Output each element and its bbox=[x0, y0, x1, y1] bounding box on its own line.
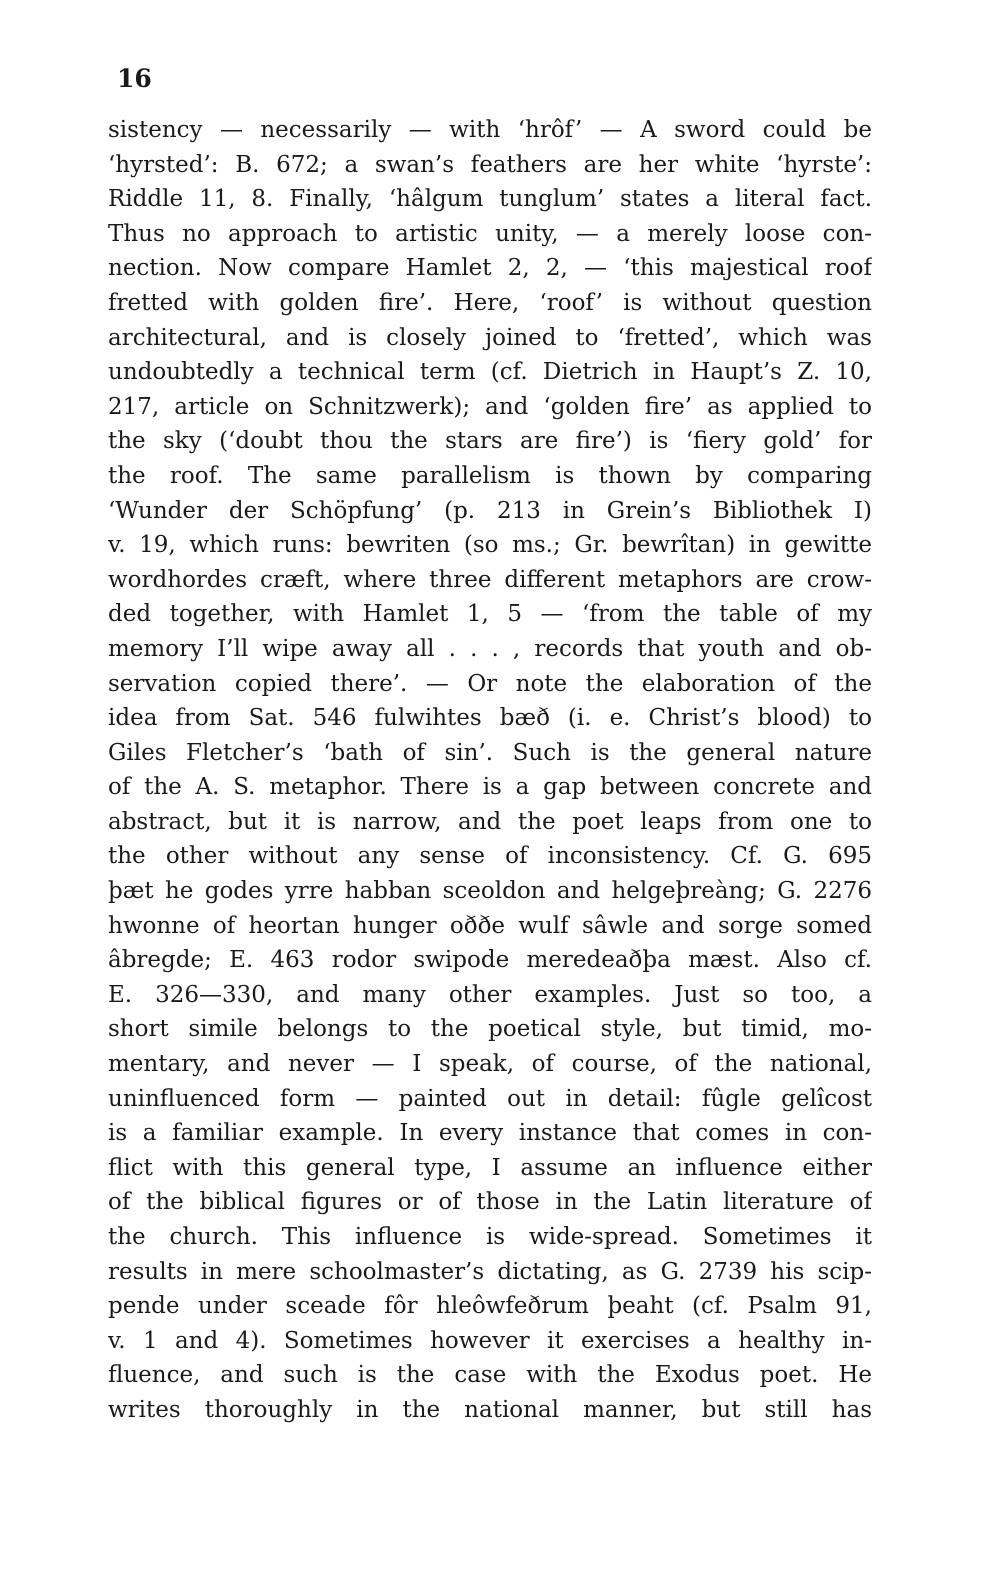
text-line: sistency — necessarily — with ‘hrôf’ — A sword could be bbox=[108, 117, 872, 143]
text-line: hwonne of heortan hunger oððe wulf sâwle and sorge somed bbox=[108, 912, 872, 939]
text-line: flict with this general type, I assume an influence either bbox=[108, 1154, 872, 1181]
text-line: v. 19, which runs: bewriten (so ms.; Gr. bewrîtan) in gewitte bbox=[108, 532, 872, 559]
text-line: the other without any sense of inconsistency. Cf. G. 695 bbox=[108, 843, 872, 870]
text-line: the church. This influence is wide-spread. Sometimes it bbox=[108, 1224, 872, 1250]
text-line: E. 326—330, and many other examples. Just so too, a bbox=[108, 981, 872, 1008]
text-line: 217, article on Schnitzwerk); and ‘golden fire’ as applied to bbox=[108, 393, 872, 420]
text-line: undoubtedly a technical term (cf. Dietrich in Haupt’s Z. 10, bbox=[108, 359, 872, 386]
page-number: 16 bbox=[117, 64, 152, 93]
text-line: v. 1 and 4). Sometimes however it exercises a healthy in- bbox=[108, 1327, 872, 1354]
text-line: Thus no approach to artistic unity, — a merely loose con- bbox=[108, 220, 872, 247]
text-line: of the biblical figures or of those in the Latin literature of bbox=[108, 1189, 872, 1216]
body-text bbox=[108, 113, 872, 1428]
text-line: uninfluenced form — painted out in detail: fûgle gelîcost bbox=[108, 1085, 872, 1112]
text-line: of the A. S. metaphor. There is a gap between concrete and bbox=[108, 774, 872, 801]
text-line: nection. Now compare Hamlet 2, 2, — ‘this majestical roof bbox=[108, 255, 872, 282]
text-line: fretted with golden fire’. Here, ‘roof’ is without question bbox=[108, 289, 872, 316]
text-line: servation copied there’. — Or note the elaboration of the bbox=[108, 670, 872, 697]
text-line: pende under sceade fôr hleôwfeðrum þeaht (cf. Psalm 91, bbox=[108, 1293, 872, 1320]
text-line: Riddle 11, 8. Finally, ‘hâlgum tunglum’ states a literal fact. bbox=[108, 186, 872, 213]
text-line: architectural, and is closely joined to ‘fretted’, which was bbox=[108, 324, 872, 351]
text-line: results in mere schoolmaster’s dictating, as G. 2739 his scip- bbox=[108, 1258, 872, 1285]
text-line: idea from Sat. 546 fulwihtes bæð (i. e. Christ’s blood) to bbox=[108, 705, 872, 732]
text-line: is a familiar example. In every instance that comes in con- bbox=[108, 1120, 872, 1147]
text-line: wordhordes cræft, where three different metaphors are crow- bbox=[108, 566, 872, 593]
text-line: writes thoroughly in the national manner, but still has bbox=[108, 1396, 872, 1423]
text-line: the sky (‘doubt thou the stars are fire’) is ‘fiery gold’ for bbox=[108, 428, 872, 455]
text-line: memory I’ll wipe away all . . . , records that youth and ob- bbox=[108, 635, 872, 662]
text-line: âbregde; E. 463 rodor swipode meredeaðþa mæst. Also cf. bbox=[108, 947, 872, 974]
text-line: the roof. The same parallelism is thown by comparing bbox=[108, 462, 872, 489]
text-line: short simile belongs to the poetical style, but timid, mo- bbox=[108, 1016, 872, 1043]
text-line: abstract, but it is narrow, and the poet leaps from one to bbox=[108, 808, 872, 835]
text-line: Giles Fletcher’s ‘bath of sin’. Such is the general nature bbox=[108, 739, 872, 766]
text-line: mentary, and never — I speak, of course, of the national, bbox=[108, 1051, 872, 1078]
text-line: ‘Wunder der Schöpfung’ (p. 213 in Grein’s Bibliothek I) bbox=[108, 497, 872, 524]
text-line: ‘hyrsted’: B. 672; a swan’s feathers are her white ‘hyrste’: bbox=[108, 151, 872, 178]
text-line: fluence, and such is the case with the Exodus poet. He bbox=[108, 1362, 872, 1389]
text-line: þæt he godes yrre habban sceoldon and helgeþreàng; G. 2276 bbox=[108, 878, 872, 905]
text-line: ded together, with Hamlet 1, 5 — ‘from the table of my bbox=[108, 601, 872, 628]
